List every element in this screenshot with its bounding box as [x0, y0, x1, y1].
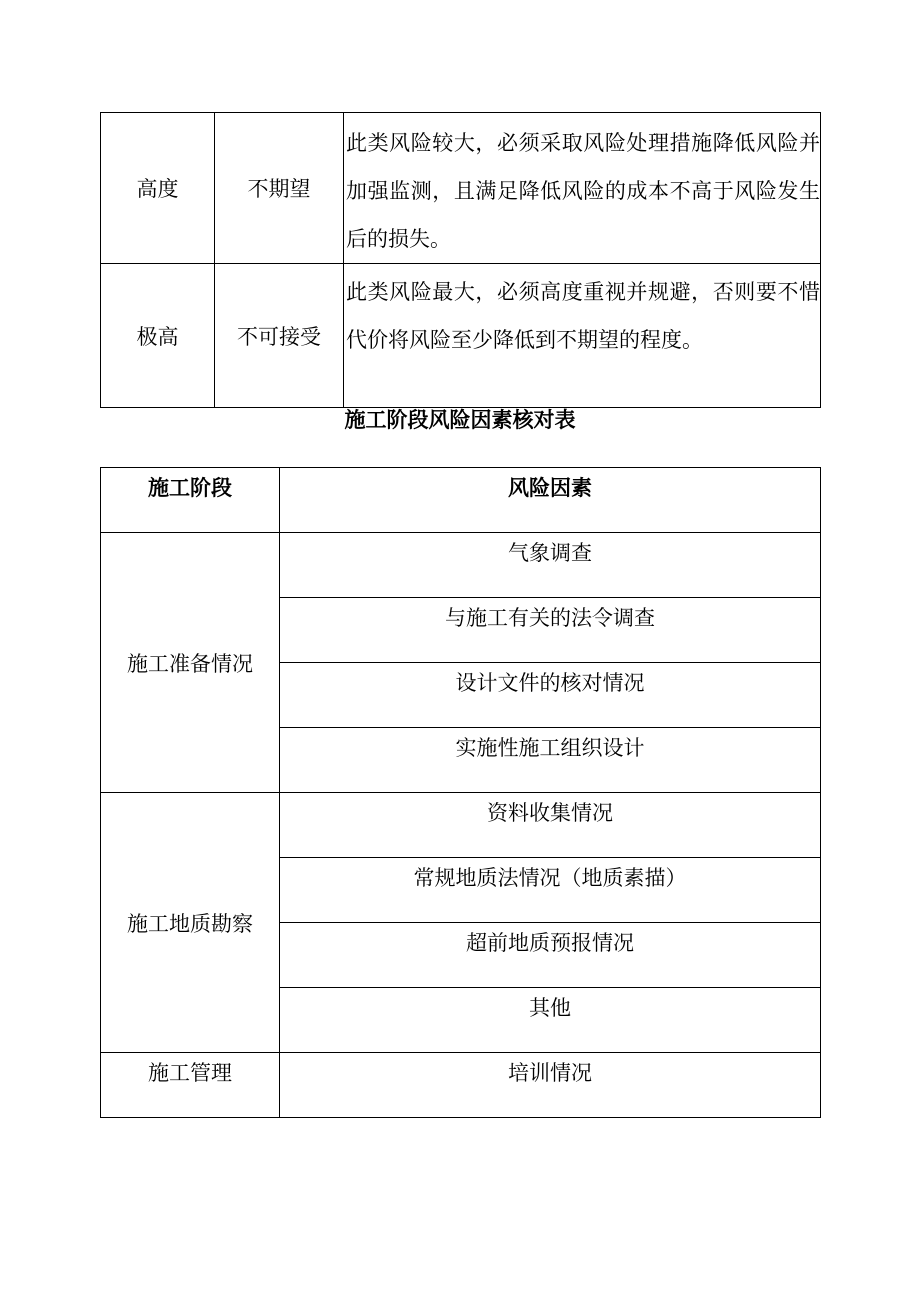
risk-level-table: [100, 112, 821, 408]
factor-cell: 与施工有关的法令调查: [280, 598, 821, 663]
stage-cell: 施工地质勘察: [101, 793, 280, 1053]
factor-cell: 实施性施工组织设计: [280, 728, 821, 793]
checklist-title: 施工阶段风险因素核对表: [344, 407, 576, 432]
risk-acceptance-cell: 不可接受: [215, 264, 344, 408]
table-row: [101, 793, 821, 858]
risk-acceptance-cell: 不期望: [215, 113, 344, 264]
factor-cell: 超前地质预报情况: [280, 923, 821, 988]
stage-column-header: 施工阶段: [101, 468, 280, 533]
factor-cell: 培训情况: [280, 1053, 821, 1118]
risk-factor-checklist-table: [100, 467, 821, 1118]
stage-cell: 施工准备情况: [101, 533, 280, 793]
factor-cell: 资料收集情况: [280, 793, 821, 858]
factor-column-header: 风险因素: [280, 468, 821, 533]
table-header-row: [101, 468, 821, 533]
risk-description-cell: 此类风险较大，必须采取风险处理措施降低风险并加强监测，且满足降低风险的成本不高于风险发生后的损失。: [344, 113, 821, 264]
risk-level-cell: 极高: [101, 264, 215, 408]
factor-cell: 常规地质法情况（地质素描）: [280, 858, 821, 923]
table-row: [101, 1053, 821, 1118]
risk-description-cell: 此类风险最大，必须高度重视并规避，否则要不惜代价将风险至少降低到不期望的程度。: [344, 264, 821, 408]
stage-cell: 施工管理: [101, 1053, 280, 1118]
factor-cell: 设计文件的核对情况: [280, 663, 821, 728]
factor-cell: 其他: [280, 988, 821, 1053]
factor-cell: 气象调查: [280, 533, 821, 598]
table-row: [101, 113, 821, 264]
risk-level-cell: 高度: [101, 113, 215, 264]
table-row: [101, 264, 821, 408]
table-row: [101, 533, 821, 598]
